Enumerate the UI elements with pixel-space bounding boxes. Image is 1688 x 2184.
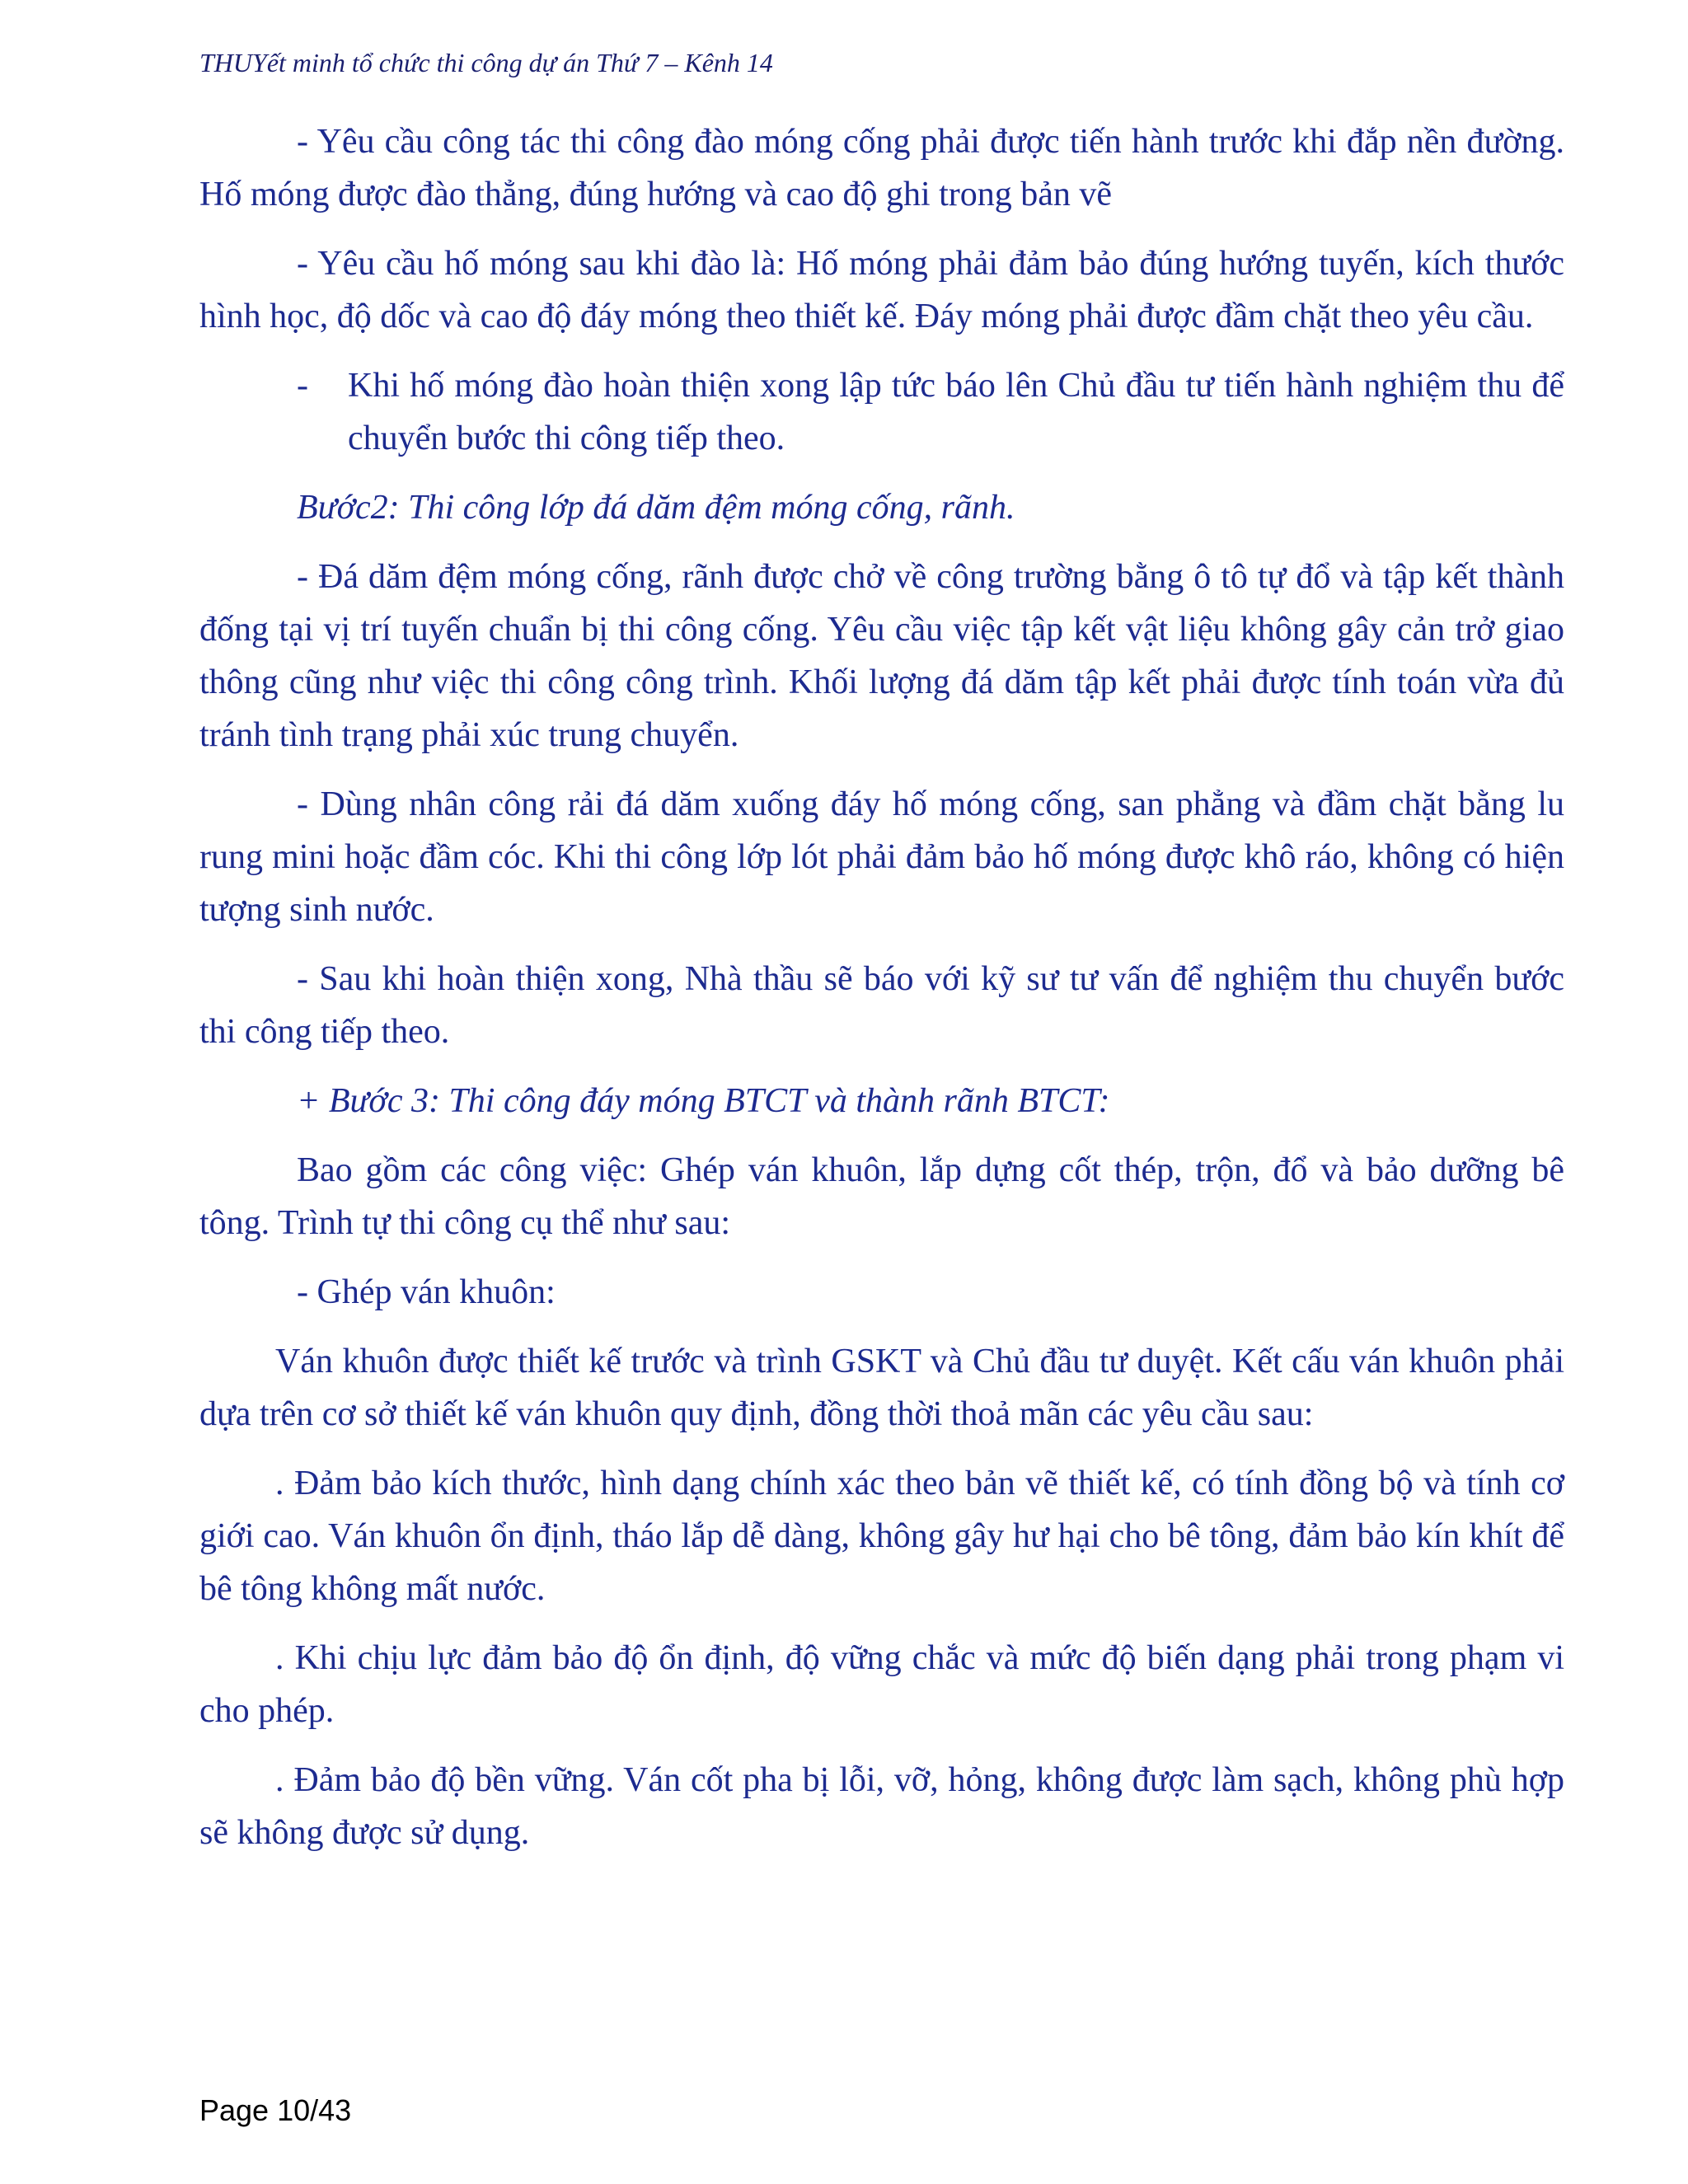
paragraph-gravel-transport: - Đá dăm đệm móng cống, rãnh được chở về công trường bằng ô tô tự đổ và tập kết thành đống tại vị trí tuyến chuẩn bị thi công cống. Yêu cầu việc tập kết vật liệu không gây cản trở giao thông cũng như việc thi công công trình. Khối lượng đá dăm tập kết phải được tính toán vừa đủ tránh tình trạng phải xúc trung chuyển.	[199, 558, 1564, 754]
paragraph-acceptance-report: - Sau khi hoàn thiện xong, Nhà thầu sẽ báo với kỹ sư tư vấn để nghiệm thu chuyển bước thi công tiếp theo.	[199, 960, 1564, 1051]
step-3-heading: + Bước 3: Thi công đáy móng BTCT và thành rãnh BTCT:	[297, 1082, 1110, 1120]
paragraph-gravel-spreading: - Dùng nhân công rải đá dăm xuống đáy hố móng cống, san phẳng và đầm chặt bằng lu rung mini hoặc đầm cóc. Khi thi công lớp lót phải đảm bảo hố móng được khô ráo, không có hiện tượng sinh nước.	[199, 785, 1564, 929]
bullet-marker: -	[297, 367, 308, 405]
paragraph-formwork-durability: . Đảm bảo độ bền vững. Ván cốt pha bị lỗi, vỡ, hỏng, không được làm sạch, không phù hợp sẽ không được sử dụng.	[199, 1761, 1564, 1852]
paragraph-work-items: Bao gồm các công việc: Ghép ván khuôn, lắp dựng cốt thép, trộn, đổ và bảo dưỡng bê tông. Trình tự thi công cụ thể như sau:	[199, 1151, 1564, 1242]
paragraph-excavation-requirement: - Yêu cầu công tác thi công đào móng cống phải được tiến hành trước khi đắp nền đường. Hố móng được đào thẳng, đúng hướng và cao độ ghi trong bản vẽ	[199, 123, 1564, 213]
paragraph-formwork-dimensions: . Đảm bảo kích thước, hình dạng chính xác theo bản vẽ thiết kế, có tính đồng bộ và tính cơ giới cao. Ván khuôn ổn định, tháo lắp dễ dàng, không gây hư hại cho bê tông, đảm bảo kín khít để bê tông không mất nước.	[199, 1465, 1564, 1608]
paragraph-formwork-design: Ván khuôn được thiết kế trước và trình GSKT và Chủ đầu tư duyệt. Kết cấu ván khuôn phải dựa trên cơ sở thiết kế ván khuôn quy định, đồng thời thoả mãn các yêu cầu sau:	[199, 1343, 1564, 1433]
page-number: Page 10/43	[199, 2093, 352, 2127]
formwork-subheading: - Ghép ván khuôn:	[297, 1273, 556, 1311]
page-header: THUYết minh tổ chức thi công dự án Thứ 7 – Kênh 14	[199, 48, 773, 77]
paragraph-pit-requirement: - Yêu cầu hố móng sau khi đào là: Hố móng phải đảm bảo đúng hướng tuyến, kích thước hình học, độ dốc và cao độ đáy móng theo thiết kế. Đáy móng phải được đầm chặt theo yêu cầu.	[199, 245, 1564, 335]
step-2-heading: Bước2: Thi công lớp đá dăm đệm móng cống, rãnh.	[297, 489, 1015, 527]
bullet-text: Khi hố móng đào hoàn thiện xong lập tức báo lên Chủ đầu tư tiến hành nghiệm thu để chuyển bước thi công tiếp theo.	[348, 367, 1564, 457]
document-body	[199, 115, 1564, 1876]
paragraph-formwork-stability: . Khi chịu lực đảm bảo độ ổn định, độ vững chắc và mức độ biến dạng phải trong phạm vi cho phép.	[199, 1639, 1564, 1730]
bullet-item-acceptance	[199, 359, 1564, 465]
